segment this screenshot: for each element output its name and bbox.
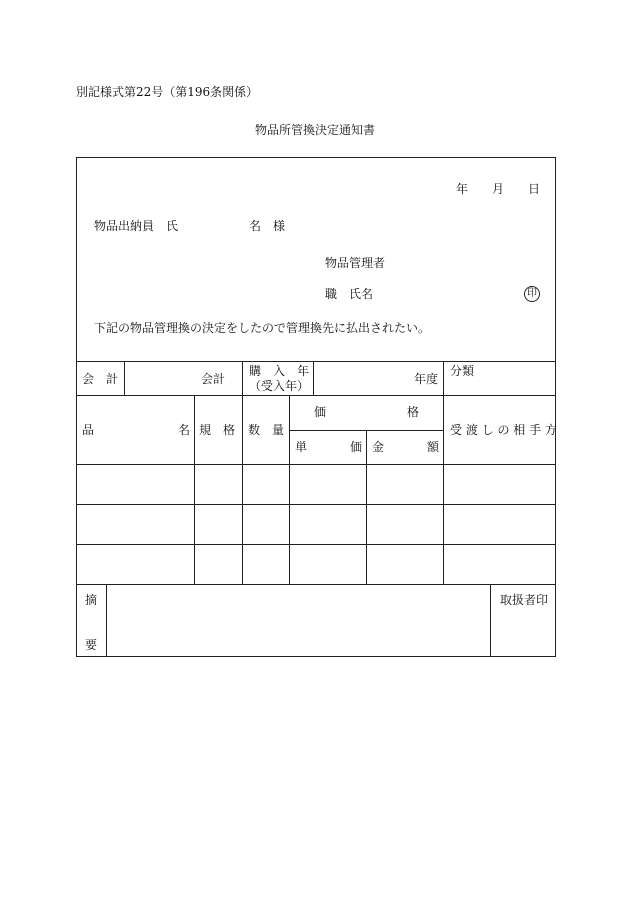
notice-body-text: 下記の物品管理換の決定をしたので管理換先に払出されたい。 — [94, 321, 431, 335]
divider-row-1 — [76, 464, 556, 465]
handler-seal-label: 取扱者印 — [500, 593, 549, 607]
form-number: 別記様式第22号（第196条関係） — [76, 85, 259, 99]
date-day: 日 — [528, 182, 541, 196]
accounting-label: 会 計 — [82, 372, 119, 386]
vline-remarks-seal — [490, 584, 491, 657]
addressee-suffix: 名 様 — [249, 219, 286, 233]
vline-remarks-label — [106, 584, 107, 657]
spec-label: 規 格 — [199, 423, 236, 437]
unit-price-label-1: 単 — [295, 440, 308, 454]
divider-row-2 — [76, 504, 556, 505]
issuer-name-label: 職 氏名 — [325, 287, 374, 301]
vline-info-classification — [443, 361, 444, 395]
vline-info-accounting — [124, 361, 125, 395]
remarks-label-1: 摘 — [85, 593, 98, 607]
divider-row-3 — [76, 544, 556, 545]
price-label-2: 格 — [407, 405, 420, 419]
addressee-label: 物品出納員 氏 — [94, 219, 179, 233]
document-title: 物品所管換決定通知書 — [255, 123, 376, 137]
classification-label: 分類 — [450, 364, 475, 378]
vline-item — [194, 395, 195, 584]
recipient-label: 受 渡 し の 相 手 方 — [450, 423, 557, 437]
vline-amount — [443, 395, 444, 584]
date-month: 月 — [492, 182, 505, 196]
remarks-label-2: 要 — [85, 638, 98, 652]
accounting-value-label: 会計 — [201, 372, 226, 386]
vline-info-purchase — [313, 361, 314, 395]
divider-info-top — [76, 361, 556, 362]
fiscal-year-label: 年度 — [414, 372, 439, 386]
item-name-label-1: 品 — [82, 423, 95, 437]
vline-unit — [366, 430, 367, 584]
vline-quantity — [289, 395, 290, 584]
price-label-1: 価 — [314, 405, 327, 419]
unit-price-label-2: 価 — [350, 440, 363, 454]
amount-label-1: 金 — [372, 440, 385, 454]
vline-spec — [242, 395, 243, 584]
vline-info-accval — [242, 361, 243, 395]
amount-label-2: 額 — [427, 440, 440, 454]
receipt-year-label: （受入年） — [249, 379, 310, 393]
date-year: 年 — [456, 182, 469, 196]
seal-mark: 印 — [524, 286, 540, 302]
quantity-label: 数 量 — [248, 423, 285, 437]
item-name-label-2: 名 — [178, 423, 191, 437]
divider-table-header-top — [76, 395, 556, 396]
divider-remarks-top — [76, 584, 556, 585]
issuer-title: 物品管理者 — [325, 256, 386, 270]
purchase-year-label: 購 入 年 — [249, 364, 310, 378]
